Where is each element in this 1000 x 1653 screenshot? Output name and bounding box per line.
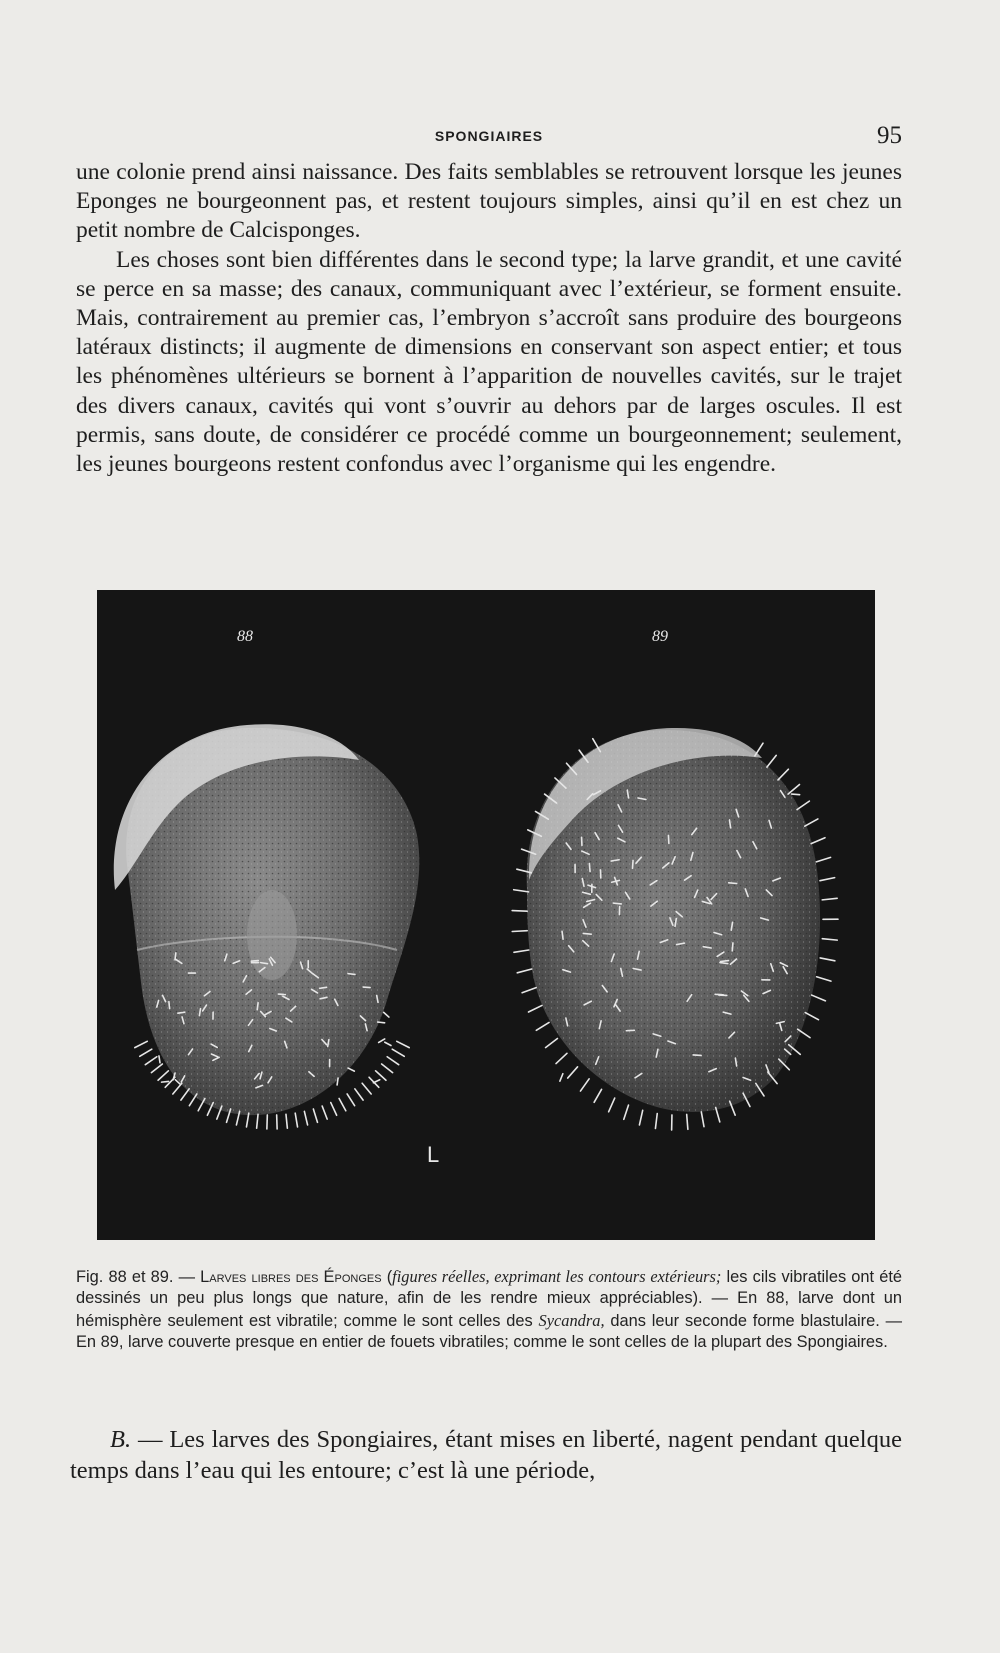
caption-italic-note: figures réelles, exprimant les contours extérieurs; bbox=[392, 1267, 722, 1286]
larvae-illustration bbox=[97, 590, 875, 1240]
running-head bbox=[76, 122, 902, 152]
section-paragraph: — Les larves des Spongiaires, étant mises en liberté, nagent pendant quelque temps dans l’eau qui les entoure; c’est là une période, bbox=[70, 1426, 902, 1484]
figure-label-88: 88 bbox=[237, 628, 253, 645]
figure-label-89: 89 bbox=[652, 628, 668, 645]
page-number: 95 bbox=[877, 122, 902, 149]
figure-caption bbox=[76, 1266, 902, 1353]
figure-larvae bbox=[97, 590, 875, 1240]
figure-mark: L bbox=[427, 1142, 440, 1167]
paragraph-2: Les choses sont bien différentes dans le second type; la larve grandit, et une cavité se perce en sa masse; des canaux, communiquant avec l’extérieur, se forment ensuite. Mais, contrairement au premier cas, l’embryon s’accroît sans produire des bourgeons latéraux distincts; il augmente de dimensions en conservant son aspect entier; et tous les phénomènes ultérieurs se bornent à l’apparition de nouvelles cavités, sur le trajet des divers canaux, cavités qui vont s’ouvrir au dehors par de larges oscules. Il est permis, sans doute, de considérer ce procédé comme un bourgeonnement; seulement, les jeunes bourgeons restent confondus avec l’organisme qui les engendre. bbox=[76, 246, 902, 478]
paragraph-1: une colonie prend ainsi naissance. Des faits semblables se retrouvent lorsque les jeunes Eponges ne bourgeonnent pas, et restent toujours simples, ainsi qu’il en est chez un petit nombre de Calcisponges. bbox=[76, 159, 902, 244]
running-title: SPONGIAIRES bbox=[434, 128, 544, 144]
caption-part-2: dans leur seconde forme blastulaire. — En 89, larve couverte presque en entier de fouets vibratiles; comme le sont celles de la plupart des Spongiaires. bbox=[76, 1311, 903, 1351]
caption-paren: ( bbox=[381, 1268, 393, 1286]
body-text bbox=[76, 158, 902, 479]
section-letter: B. bbox=[110, 1426, 132, 1453]
caption-title: Larves libres des Éponges bbox=[200, 1268, 382, 1286]
section-text bbox=[70, 1424, 902, 1486]
caption-part-1: les cils vibratiles ont été dessinés un peu plus longs que nature, afin de les rendre mieux appréciables). — En 88, larve dont un hémisphère seulement est vibratile; comme le sont celles des bbox=[76, 1268, 903, 1330]
caption-fig-ref: Fig. 88 et 89. — bbox=[76, 1268, 201, 1286]
caption-genus: Sycandra, bbox=[538, 1310, 605, 1330]
